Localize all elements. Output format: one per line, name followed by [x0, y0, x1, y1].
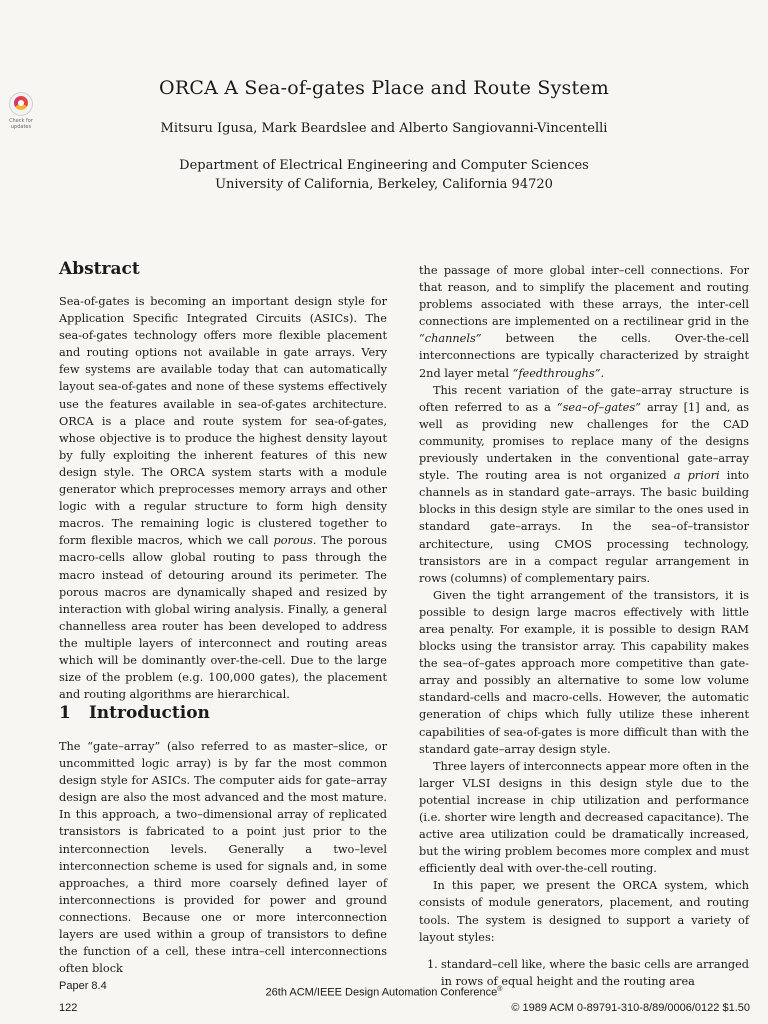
right-p2-text-c: into channels as in standard gate–arrays. The basic building blocks in this design style are similar to the ones used in standard gate–arrays. In the sea–of–transistor architecture, using CMOS processing technology, transistors are in a compact regular arrangement in rows (columns) of complementary pairs.: [419, 469, 750, 585]
right-paragraph-3: Given the tight arrangement of the transistors, it is possible to design large macros effectively with little area penalty. For example, it is possible to design RAM blocks using the transistor array. This capability makes the sea–of–gates approach more competitive than gate-array and possibly an alternative to some low volume standard-cells and macro-cells. However, the automatic generation of chips which fully utilize these inherent capabilities of sea-of-gates is more difficult than with the standard gate–array design style.: [419, 588, 749, 756]
intro-section-number: 1: [59, 703, 71, 723]
right-paragraph-1: [419, 262, 749, 382]
conference-name: 26th ACM/IEEE Design Automation Conference: [265, 986, 498, 999]
authors: Mitsuru Igusa, Mark Beardslee and Alberto Sangiovanni-Vincentelli: [160, 121, 608, 136]
right-p1-text-a: the passage of more global inter–cell connections. For that reason, and to simplify the placement and routing problems associated with these arrays, the inter-cell connections are implemented on a rectilinear grid in the: [419, 264, 749, 329]
list-item: [419, 956, 749, 990]
right-column: [419, 262, 749, 990]
abstract-heading: Abstract: [59, 259, 140, 279]
right-paragraph-4: Three layers of interconnects appear more often in the larger VLSI designs in this design style due to the potential increase in chip utilization and performance (i.e. shorter wire length and decreased capacitance). The active area utilization could be dramatically increased, but the wiring problem becomes more complex and must efficiently deal with over-the-cell routing.: [419, 759, 749, 876]
list-item-text: standard–cell like, where the basic cells are arranged in rows of equal height and the routing area: [441, 957, 749, 988]
affiliation: [0, 156, 768, 194]
intro-section-title: Introduction: [88, 703, 210, 723]
paper-number: Paper 8.4: [59, 980, 107, 992]
paper-title: ORCA A Sea-of-gates Place and Route System: [159, 77, 609, 99]
list-item-number: 1.: [427, 957, 438, 971]
conference-footer: [0, 986, 768, 999]
abstract-porous: porous.: [273, 534, 317, 548]
affiliation-line-1: Department of Electrical Engineering and Computer Sciences: [179, 158, 589, 173]
right-p1-text-b: between the cells. Over-the-cell interconnections are typically characterized by straight 2nd layer metal: [419, 332, 750, 380]
page-number: 122: [59, 1002, 78, 1014]
affiliation-line-2: University of California, Berkeley, California 94720: [215, 177, 553, 192]
right-paragraph-2: [419, 382, 749, 587]
intro-paragraph-1: The “gate–array” (also referred to as master–slice, or uncommitted logic array) is by far the most common design style for ASICs. The computer aids for gate–array design are also the most advanced and the most mature. In this approach, a two–dimensional array of replicated transistors is fabricated to a point just prior to the interconnection levels. Generally a two–level interconnection scheme is used for signals and, in some approaches, a third more coarsely defined layer of interconnections is provided for power and ground connections. Because one or more interconnection layers are used within a group of transistors to define the function of a cell, these intra–cell interconnections often block: [59, 740, 387, 976]
intro-heading: [59, 703, 210, 723]
right-p2-a-priori: a priori: [673, 469, 720, 483]
abstract-body: [59, 293, 387, 703]
right-paragraph-5: In this paper, we present the ORCA system, which consists of module generators, placement, and routing tools. The system is designed to support a variety of layout styles:: [419, 879, 749, 944]
copyright: © 1989 ACM 0-89791-310-8/89/0006/0122 $1.50: [511, 1002, 750, 1014]
registered-mark: ®: [497, 986, 503, 993]
abstract-text-2: The porous macro-cells allow global routing to pass through the macro instead of detouring around its perimeter. The porous macros are dynamically shaped and resized by interaction with global wiring analysis. Finally, a general channelless area router has been developed to address the multiple layers of interconnect and routing areas which will be dominantly over-the-cell. Due to the large size of the problem (e.g. 100,000 gates), the placement and routing algorithms are hierarchical.: [59, 534, 388, 702]
right-p1-feedthroughs: “feedthroughs”.: [512, 366, 605, 380]
intro-body: [59, 738, 387, 977]
badge-label: Check for updates: [9, 118, 33, 130]
right-p2-text-a: This recent variation of the gate–array structure is often referred to as a: [419, 383, 749, 414]
abstract-text-1: Sea-of-gates is becoming an important design style for Application Specific Integrated Circuits (ASICs). The sea-of-gates technology offers more flexible placement and routing options not available in gate arrays. Very few systems are available today that can automatically layout sea-of-gates and none of these systems effectively use the features available in sea-of-gates architecture. ORCA is a place and route system for sea-of-gates, whose objective is to produce the highest density layout by fully exploiting the inherent features of this new design style. The ORCA system starts with a module generator which preprocesses memory arrays and other logic with a regular structure to form high density macros. The remaining logic is clustered together to form flexible macros, which we call: [59, 295, 387, 548]
right-p1-channels: “channels”: [419, 332, 482, 346]
right-p2-text-b: array [1] and, as well as providing new challenges for the CAD community, promises to replace many of the designs previously undertaken in the conventional gate–array style. The routing area is not organized: [419, 400, 750, 483]
right-p2-sea-of-gates: “sea–of–gates”: [556, 400, 641, 414]
